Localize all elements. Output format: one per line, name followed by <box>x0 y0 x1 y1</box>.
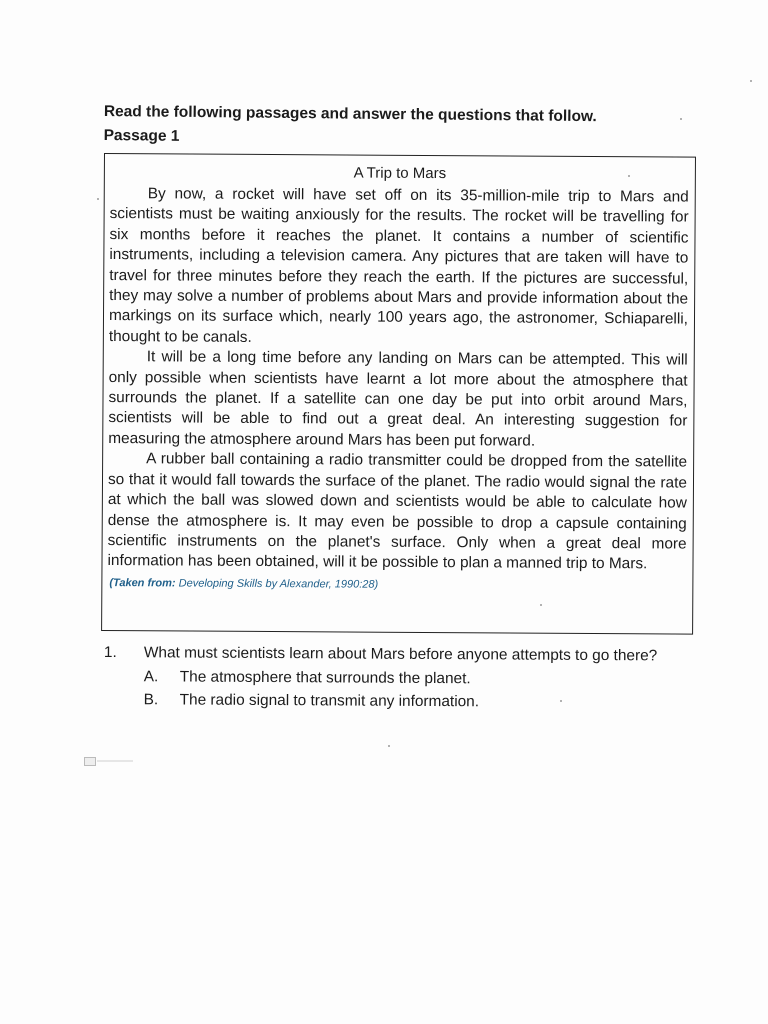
option-text: The atmosphere that surrounds the planet. <box>179 668 471 688</box>
instructions-block <box>103 100 663 154</box>
option-letter: B. <box>143 691 159 709</box>
scan-speck <box>680 118 682 120</box>
option-a[interactable] <box>144 665 704 691</box>
scan-speck <box>540 604 542 606</box>
passage-paragraph-1: By now, a rocket will have set off on its 35-million-mile trip to Mars and scientists must be waiting anxiously for the results. The rocket will be travelling for six months before it reaches the planet. It contains a number of scientific instruments, including a television camera. Any pictures that are taken will have to travel for three minutes before they reach the earth. If the pictures are successful, they may solve a number of problems about Mars and provide information about the markings on its surface which, nearly 100 years ago, the astronomer, Schiaparelli, thought to be canals. <box>108 185 689 346</box>
scanner-stamp-icon <box>84 757 96 766</box>
source-text: Developing Skills by Alexander, 1990:28) <box>178 577 379 591</box>
passage-box <box>101 153 696 635</box>
scanner-stamp-mark <box>97 760 133 762</box>
source-label: (Taken from: <box>109 576 176 590</box>
scan-speck <box>97 198 99 200</box>
instructions-heading: Read the following passages and answer the questions that follow. <box>103 102 597 126</box>
question-text: What must scientists learn about Mars before anyone attempts to go there? <box>143 644 658 665</box>
passage-paragraph-3: A rubber ball containing a radio transmitter could be dropped from the satellite so that it would fall towards the surface of the planet. The radio would signal the rate at which the ball was slowed down and scientists would be able to calculate how dense the atmosphere is. It may even be possible to drop a capsule containing scientific instruments on the planet's surface. Only when a great deal more information has been obtained, will it be possible to plan a manned trip to Mars. <box>107 450 688 573</box>
passage-source <box>102 575 692 595</box>
scan-speck <box>628 175 630 177</box>
scan-speck <box>388 745 390 747</box>
question-1 <box>104 642 704 715</box>
scan-speck <box>560 700 562 702</box>
question-number: 1. <box>103 643 117 662</box>
passage-label: Passage 1 <box>103 126 180 145</box>
answer-options <box>144 665 704 714</box>
scan-speck <box>750 80 752 82</box>
option-letter: A. <box>143 668 159 686</box>
passage-text <box>102 184 694 575</box>
passage-title: A Trip to Mars <box>353 164 447 183</box>
option-b[interactable] <box>144 688 704 714</box>
passage-paragraph-2: It will be a long time before any landing on Mars can be attempted. This will only possible when scientists have learnt a lot more about the atmosphere that surrounds the planet. If a satellite can one day be put into orbit around Mars, scientists will be able to find out a great deal. An interesting suggestion for measuring the atmosphere around Mars has been put forward. <box>108 348 688 450</box>
option-text: The radio signal to transmit any information. <box>179 691 480 711</box>
